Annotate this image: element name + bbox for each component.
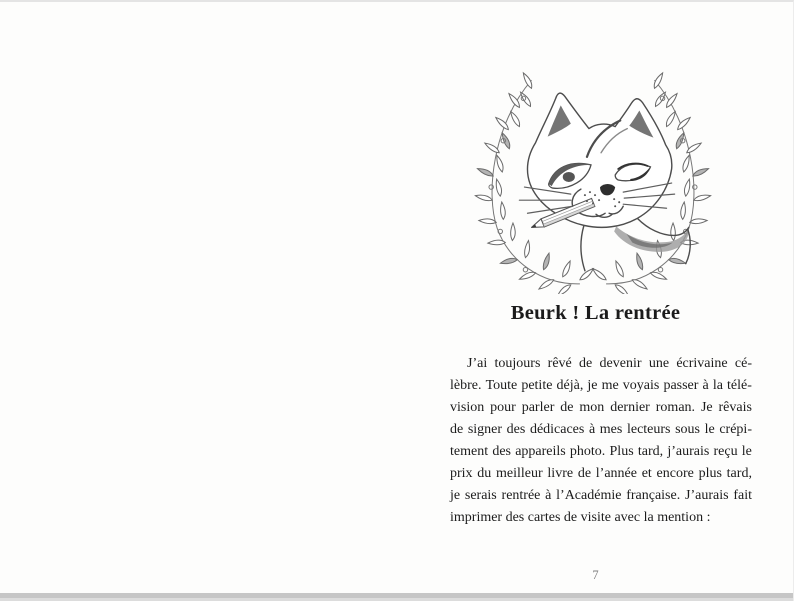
paragraph-line: lèbre. Toute petite déjà, je me voyais passer à la télé- xyxy=(450,378,752,393)
paragraph-line: imprimer des cartes de visite avec la mention : xyxy=(450,510,711,525)
paragraph-line: de signer des dédicaces à mes lecteurs sous le crépi- xyxy=(450,422,752,437)
cat-head xyxy=(519,93,690,271)
page-left xyxy=(0,2,397,601)
page-bottom-edge xyxy=(0,593,793,601)
paragraph-line: je serais rentrée à l’Académie française. J’aurais fait xyxy=(450,488,752,503)
cat-writer-illustration xyxy=(467,62,719,294)
chapter-paragraph xyxy=(450,353,752,529)
paragraph-line: J’ai toujours rêvé de devenir une écrivaine cé- xyxy=(467,356,752,371)
paragraph-line: tement des appareils photo. Plus tard, j’aurais reçu le xyxy=(450,444,752,459)
paragraph-line: vision pour parler de mon dernier roman. Je rêvais xyxy=(450,400,752,415)
paragraph-line: prix du meilleur livre de l’année et encore plus tard, xyxy=(450,466,752,481)
page-right xyxy=(397,2,794,601)
page-number: 7 xyxy=(592,568,599,582)
chapter-title: Beurk ! La rentrée xyxy=(510,302,681,324)
